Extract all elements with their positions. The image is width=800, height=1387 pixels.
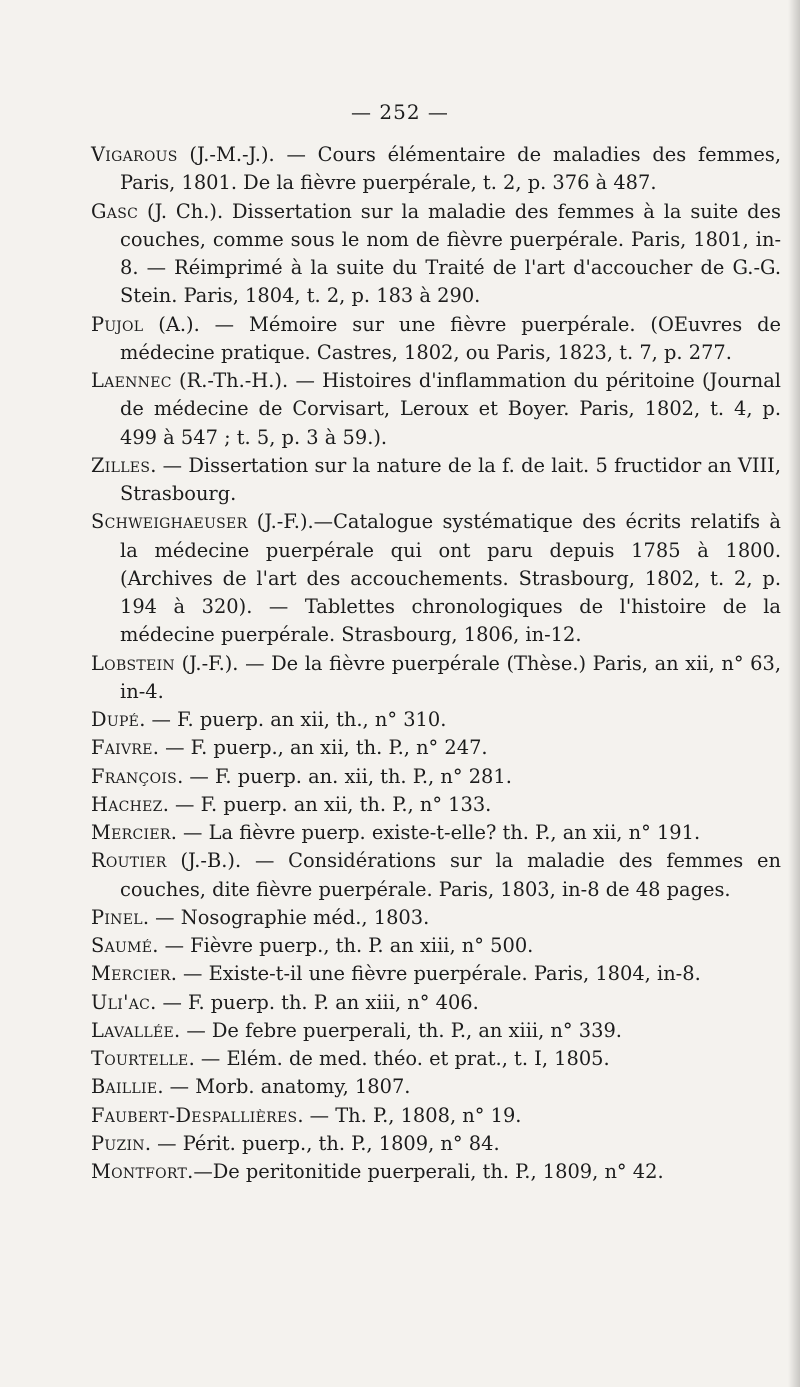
entry-text: . — Existe-t-il une fièvre puerpérale. Paris, 1804, in-8. [170,962,701,986]
entry-author: Hachez [91,792,163,816]
bibliography-entry [91,819,781,847]
entry-text: (A.). — Mémoire sur une fièvre puerpérale. (OEuvres de médecine pratique. Castres, 1802, ou Paris, 1823, t. 7, p. 277. [120,312,781,364]
entry-author: Laennec [91,369,172,392]
page-edge-shadow [788,0,800,1387]
entry-author: Montfort [91,1160,188,1183]
entry-author: Dupé [91,708,140,731]
entry-author: Lobstein [91,651,175,675]
bibliography-entry [91,989,781,1017]
bibliography-entry [91,932,781,960]
entry-author: Tourtelle [91,1047,189,1070]
entry-author: Faivre [91,736,153,760]
entry-text: . — F. puerp., an xii, th. P., n° 247. [152,736,488,760]
entry-author: Mercier [91,962,171,986]
entry-author: Pinel [91,905,143,929]
page-number: — 252 — [351,100,449,124]
entry-text: . — Elém. de med. théo. et prat., t. I, 1805. [188,1047,610,1070]
bibliography-list [91,141,781,1186]
entry-author: Mercier [91,821,171,844]
entry-text: . — Périt. puerp., th. P., 1809, n° 84. [144,1131,500,1155]
bibliography-entry [91,1102,781,1130]
entry-author: François [91,764,178,788]
bibliography-entry [91,452,781,509]
bibliography-entry [91,311,781,368]
bibliography-entry [91,1017,781,1045]
entry-author: Schweighaeuser [91,510,248,534]
entry-author: Vigarous [91,143,178,166]
bibliography-entry [91,198,781,311]
entry-author: Baillie [91,1075,158,1099]
entry-text: . — Nosographie méd., 1803. [142,905,430,929]
entry-text: . — F. puerp. an xii, th., n° 310. [139,708,447,731]
entry-text: (J.-B.). — Considérations sur la maladie des femmes en couches, dite fièvre puerpérale. Paris, 1803, in-8 de 48 pages. [120,849,781,901]
bibliography-entry [91,706,781,734]
bibliography-entry [91,904,781,932]
bibliography-entry [91,734,781,762]
bibliography-entry [91,847,781,904]
entry-author: Saumé [91,934,153,957]
bibliography-entry [91,650,781,707]
entry-author: Faubert-Despallières [91,1103,298,1127]
entry-text: . — Th. P., 1808, n° 19. [297,1103,522,1127]
entry-author: Routier [91,849,167,873]
entry-text: . — F. puerp. an xii, th. P., n° 133. [162,792,492,816]
entry-text: . — De febre puerperali, th. P., an xiii, n° 339. [174,1018,622,1042]
bibliography-entry [91,791,781,819]
entry-author: Zilles [91,453,151,477]
bibliography-entry [91,960,781,988]
entry-text: . — Dissertation sur la nature de la f. de lait. 5 fructidor an VIII, Strasbourg. [120,453,781,505]
entry-text: .—De peritonitide puerperali, th. P., 1809, n° 42. [187,1160,664,1183]
entry-text: . — F. puerp. th. P. an xiii, n° 406. [150,990,479,1014]
entry-text: (R.-Th.-H.). — Histoires d'inflammation du péritoine (Journal de médecine de Corvisart, Leroux et Boyer. Paris, 1802, t. 4, p. 499 à 547 ; t. 5, p. 3 à 59.). [120,369,781,449]
entry-author: Lavallée [91,1018,174,1042]
bibliography-entry [91,367,781,452]
entry-author: Uli'ac [91,990,151,1014]
bibliography-entry [91,1158,781,1186]
entry-author: Puzin [91,1131,145,1155]
entry-text: (J. Ch.). Dissertation sur la maladie des femmes à la suite des couches, comme sous le nom de fièvre puerpérale. Paris, 1801, in-8. — Réimprimé à la suite du Traité de l'art d'accoucher de G.-G. Stein. Paris, 1804, t. 2, p. 183 à 290. [120,199,781,308]
entry-text: . — Morb. anatomy, 1807. [157,1075,411,1099]
entry-author: Pujol [91,312,144,336]
entry-text: . — Fièvre puerp., th. P. an xiii, n° 500. [152,934,534,957]
entry-text: (J.-F.).—Catalogue systématique des écrits relatifs à la médecine puerpérale qui ont paru depuis 1785 à 1800. (Archives de l'art des accouchements. Strasbourg, 1802, t. 2, p. 194 à 320). — Tablettes chronologiques de l'histoire de la médecine puerpérale. Strasbourg, 1806, in-12. [120,510,781,647]
bibliography-entry [91,1073,781,1101]
bibliography-entry [91,763,781,791]
entry-author: Gasc [91,199,139,223]
entry-text: . — F. puerp. an. xii, th. P., n° 281. [177,764,512,788]
entry-text: (J.-F.). — De la fièvre puerpérale (Thèse.) Paris, an xii, n° 63, in-4. [120,651,781,703]
entry-text: . — La fièvre puerp. existe-t-elle? th. P., an xii, n° 191. [170,821,701,844]
entry-text: (J.-M.-J.). — Cours élémentaire de maladies des femmes, Paris, 1801. De la fièvre puerpérale, t. 2, p. 376 à 487. [120,143,781,195]
bibliography-entry [91,141,781,198]
bibliography-entry [91,1130,781,1158]
bibliography-entry [91,1045,781,1073]
bibliography-entry [91,508,781,649]
